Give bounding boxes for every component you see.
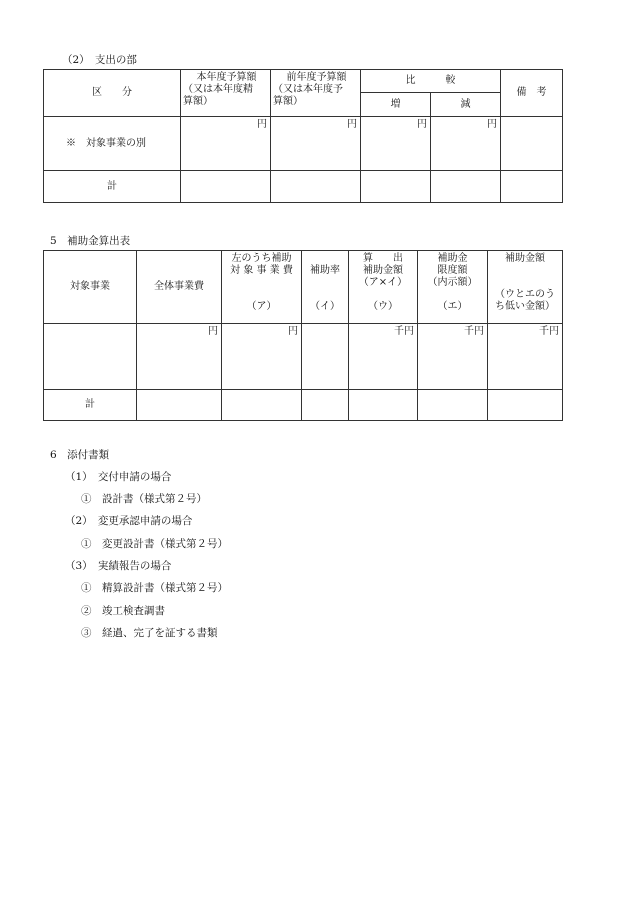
- header-limit-amount: 補助金 限度額 （内示額） （エ）: [418, 251, 488, 324]
- subsidy-table: [43, 250, 563, 421]
- unit-cell: 円: [222, 324, 302, 390]
- attachment-item: ③ 経過、完了を証する書類: [81, 627, 218, 639]
- subsidy-heading: 5 補助金算出表: [50, 235, 131, 247]
- total-label: 計: [44, 390, 137, 421]
- unit-cell: [302, 324, 349, 390]
- unit-cell: 千円: [418, 324, 488, 390]
- header-comparison: 比 較: [361, 70, 501, 93]
- header-eligible-cost: 左のうち補助 対 象 事 業 費 （ア）: [222, 251, 302, 324]
- header-rate: 補助率 （イ）: [302, 251, 349, 324]
- header-category: 区 分: [44, 70, 181, 117]
- header-previous-budget: 前年度予算額 （又は本年度予 算額）: [271, 70, 361, 117]
- unit-cell: 円: [431, 117, 501, 171]
- header-calc-amount: 算 出 補助金額 （ア×イ） （ウ）: [349, 251, 418, 324]
- attachment-item: ① 変更設計書（様式第２号）: [81, 538, 228, 550]
- row-label: ※ 対象事業の別: [44, 117, 181, 171]
- empty-cell: [44, 324, 137, 390]
- header-total-cost: 全体事業費: [137, 251, 222, 324]
- unit-cell: 円: [361, 117, 431, 171]
- unit-cell: 千円: [488, 324, 563, 390]
- unit-cell: 円: [271, 117, 361, 171]
- total-row: [44, 390, 563, 421]
- attachment-section-title: （2） 変更承認申請の場合: [65, 515, 193, 527]
- attachment-section-title: （3） 実績報告の場合: [65, 560, 172, 572]
- table-row: [44, 117, 563, 171]
- empty-cell: [501, 117, 563, 171]
- expenditure-heading: （2） 支出の部: [62, 54, 137, 66]
- attachment-section-title: （1） 交付申請の場合: [65, 471, 172, 483]
- header-target: 対象事業: [44, 251, 137, 324]
- total-label: 計: [44, 171, 181, 203]
- attachment-item: ① 設計書（様式第２号）: [81, 493, 207, 505]
- attachment-item: ② 竣工検査調書: [81, 605, 165, 617]
- header-increase: 増: [361, 93, 431, 117]
- unit-cell: 円: [137, 324, 222, 390]
- unit-cell: 千円: [349, 324, 418, 390]
- unit-cell: 円: [181, 117, 271, 171]
- header-decrease: 減: [431, 93, 501, 117]
- header-remarks: 備 考: [501, 70, 563, 117]
- header-subsidy-amount: 補助金額 （ウとエのう ち低い金額）: [488, 251, 563, 324]
- expenditure-table: [43, 69, 563, 203]
- attachment-item: ① 精算設計書（様式第２号）: [81, 582, 228, 594]
- header-current-budget: 本年度予算額 （又は本年度精 算額）: [181, 70, 271, 117]
- attachments-heading: 6 添付書類: [50, 449, 110, 461]
- table-row: [44, 324, 563, 390]
- total-row: [44, 171, 563, 203]
